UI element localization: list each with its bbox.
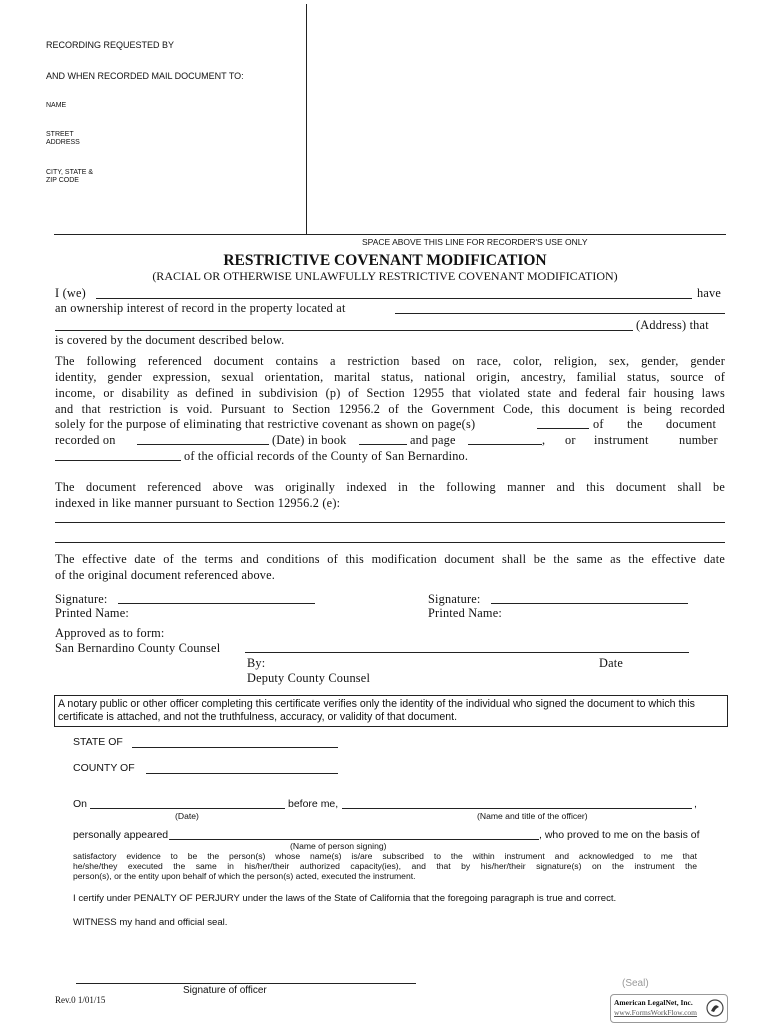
name-label: NAME <box>46 102 67 109</box>
pages-field[interactable] <box>537 428 589 429</box>
recording-requested-by: RECORDING REQUESTED BY <box>46 40 175 50</box>
mail-to-label: AND WHEN RECORDED MAIL DOCUMENT TO: <box>46 71 244 81</box>
appeared-label: personally appeared <box>73 829 169 841</box>
on-label: On <box>73 798 88 810</box>
i-we-label: I (we) <box>55 286 86 300</box>
indexed-line-1: The document referenced above was originally indexed in the following manner and this document shall be <box>55 480 725 494</box>
instrument-label: instrument <box>594 433 649 447</box>
body-line-5: solely for the purpose of eliminating that restrictive covenant as shown on page(s) <box>55 417 476 431</box>
address-field[interactable] <box>55 330 633 331</box>
body-line-3: income, or disability as defined in subdivision (p) of Section 12955 that violated state and federal fair housing laws <box>55 386 725 400</box>
signature-field-left[interactable] <box>118 603 315 604</box>
signature-field-right[interactable] <box>491 603 688 604</box>
page-subtitle: (RACIAL OR OTHERWISE UNLAWFULLY RESTRICTIVE COVENANT MODIFICATION) <box>152 269 618 283</box>
instrument-number-field[interactable] <box>55 460 181 461</box>
body-line-7: of the official records of the County of San Bernardino. <box>184 449 469 463</box>
company-website[interactable]: www.FormsWorkFlow.com <box>614 1008 698 1017</box>
address-label: (Address) that <box>636 318 709 332</box>
recorded-on-label: recorded on <box>55 433 116 447</box>
recorded-date-field[interactable] <box>137 444 269 445</box>
body-line-4: and that restriction is void. Pursuant to Section 12956.2 of the Government Code, this document is being recorded <box>55 402 725 416</box>
officer-name-field[interactable] <box>342 808 692 809</box>
ownership-label: an ownership interest of record in the property located at <box>55 301 346 315</box>
state-label: STATE OF <box>73 736 123 748</box>
seal-caption: (Seal) <box>622 978 649 989</box>
have-label: have <box>697 286 722 300</box>
recorder-line <box>54 234 726 235</box>
book-field[interactable] <box>359 444 407 445</box>
index-field-2[interactable] <box>55 542 725 543</box>
effective-line-2: of the original document referenced above. <box>55 568 276 582</box>
company-logo-box <box>610 994 728 1023</box>
property-field[interactable] <box>395 313 725 314</box>
state-field[interactable] <box>132 747 338 748</box>
notary-date-field[interactable] <box>90 808 285 809</box>
company-seal-icon <box>706 998 724 1018</box>
indexed-line-2: indexed in like manner pursuant to Section 12956.2 (e): <box>55 496 341 510</box>
book-label: (Date) in book <box>272 433 347 447</box>
officer-caption: (Name and title of the officer) <box>477 811 588 821</box>
covered-label: is covered by the document described below. <box>55 333 285 347</box>
the-label: the <box>627 417 643 431</box>
comma: , <box>542 433 546 447</box>
header-divider-vertical <box>306 4 307 234</box>
date-caption: (Date) <box>175 811 199 821</box>
number-label: number <box>679 433 718 447</box>
counsel-field[interactable] <box>245 652 689 653</box>
index-field-1[interactable] <box>55 522 725 523</box>
county-label: COUNTY OF <box>73 762 135 774</box>
effective-line-1: The effective date of the terms and conditions of this modification document shall be the same as the effective date <box>55 552 725 566</box>
evidence-line-3: person(s), or the entity upon behalf of which the person(s) acted, executed the instrument. <box>73 871 416 881</box>
perjury-statement: I certify under PENALTY OF PERJURY under the laws of the State of California that the foregoing paragraph is true and correct. <box>73 893 617 904</box>
i-we-field[interactable] <box>96 298 692 299</box>
page-title: RESTRICTIVE COVENANT MODIFICATION <box>223 252 547 269</box>
by-label: By: <box>247 656 266 670</box>
officer-signature-caption: Signature of officer <box>183 985 267 996</box>
person-caption: (Name of person signing) <box>290 841 387 851</box>
evidence-line-1: satisfactory evidence to be the person(s) whose name(s) is/are subscribed to the within instrument and acknowledged to me that <box>73 851 697 861</box>
body-line-1: The following referenced document contains a restriction based on race, color, religion, sex, gender, gender <box>55 354 725 368</box>
or-label: or <box>565 433 576 447</box>
printed-name-left: Printed Name: <box>55 606 129 620</box>
of-label: of <box>593 417 604 431</box>
printed-name-right: Printed Name: <box>428 606 502 620</box>
evidence-line-2: he/she/they executed the same in his/her/their authorized capacity(ies), and that by his/her/their signature(s) on the instrument the <box>73 861 697 871</box>
county-field[interactable] <box>146 773 338 774</box>
deputy-label: Deputy County Counsel <box>247 671 371 685</box>
notary-disclaimer-box: A notary public or other officer completing this certificate verifies only the identity of the individual who signed the document to which this certificate is attached, and not the truthfulness, accuracy, or validity of that document. <box>54 695 728 727</box>
body-line-2: identity, gender expression, sexual orientation, marital status, national origin, ancestry, familial status, source of <box>55 370 725 384</box>
revision-label: Rev.0 1/01/15 <box>55 995 106 1005</box>
comma-after-officer: , <box>694 798 697 810</box>
proved-label: , who proved to me on the basis of <box>539 829 700 841</box>
officer-signature-field[interactable] <box>76 983 416 984</box>
counsel-label: San Bernardino County Counsel <box>55 641 221 655</box>
date-label: Date <box>599 656 624 670</box>
person-name-field[interactable] <box>169 839 539 840</box>
signature-label-right: Signature: <box>428 592 481 606</box>
page-field[interactable] <box>468 444 542 445</box>
and-page-label: and page <box>410 433 456 447</box>
city-label: CITY, STATE & ZIP CODE <box>46 169 94 184</box>
approved-label: Approved as to form: <box>55 626 165 640</box>
witness-statement: WITNESS my hand and official seal. <box>73 917 228 928</box>
street-label: STREET ADDRESS <box>46 131 80 146</box>
before-me-label: before me, <box>288 798 339 810</box>
signature-label-left: Signature: <box>55 592 108 606</box>
recorder-space-label: SPACE ABOVE THIS LINE FOR RECORDER'S USE ONLY <box>362 237 588 247</box>
company-name: American LegalNet, Inc. <box>614 998 693 1007</box>
document-label: document <box>666 417 717 431</box>
